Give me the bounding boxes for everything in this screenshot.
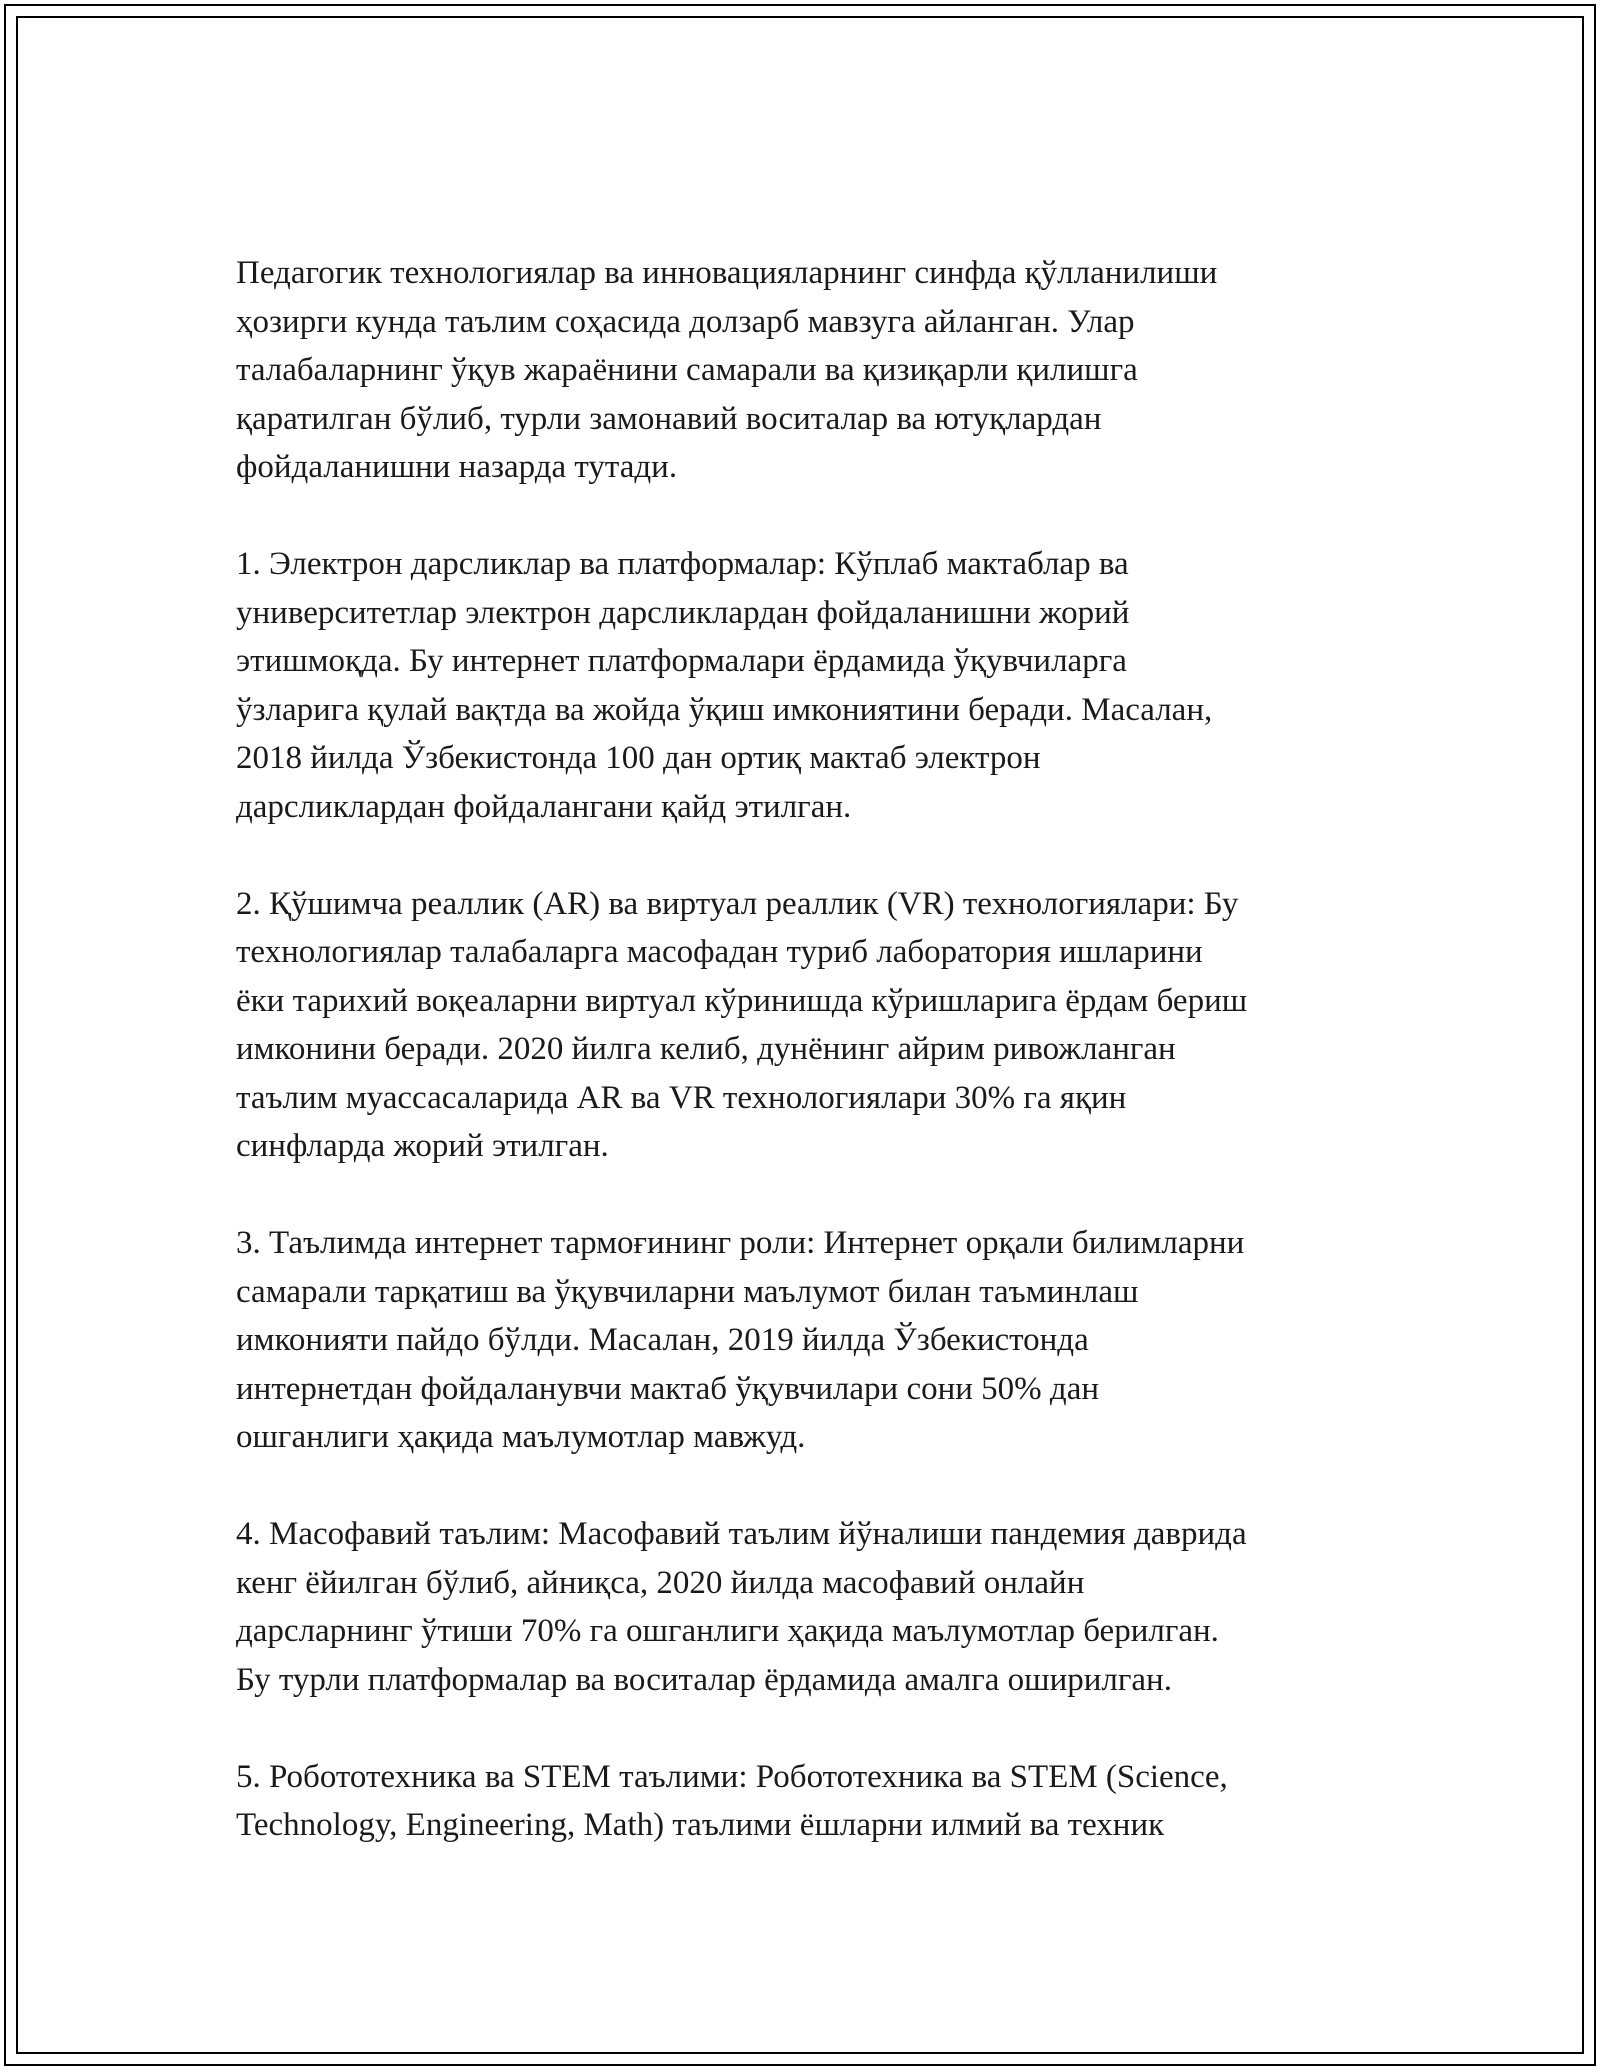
text-line: синфларда жорий этилган.	[236, 1128, 609, 1164]
text-line: имконияти пайдо бўлди. Масалан, 2019 йилда Ўзбекистонда	[236, 1322, 1089, 1358]
text-line: Technology, Engineering, Math) таълими ёшларни илмий ва техник	[236, 1807, 1165, 1843]
text-line: самарали тарқатиш ва ўқувчиларни маълумот билан таъминлаш	[236, 1273, 1139, 1310]
text-line: қаратилган бўлиб, турли замонавий воситалар ва ютуқлардан	[236, 400, 1102, 437]
text-line: интернетдан фойдаланувчи мактаб ўқувчилари сони 50% дан	[236, 1370, 1100, 1407]
paragraph-intro	[236, 249, 1366, 492]
text-line: Педагогик технологиялар ва инновацияларнинг синфда қўлланилиши	[236, 255, 1218, 291]
text-line: 1. Электрон дарсликлар ва платформалар: Кўплаб мактаблар ва	[236, 546, 1129, 582]
text-line: ёки тарихий воқеаларни виртуал кўринишда кўришларига ёрдам бериш	[236, 982, 1248, 1019]
paragraph-item-3	[236, 1219, 1366, 1462]
text-line: ўзларига қулай вақтда ва жойда ўқиш имкониятини беради. Масалан,	[236, 691, 1213, 728]
paragraph-item-2	[236, 880, 1366, 1171]
text-line: ошганлиги ҳақида маълумотлар мавжуд.	[236, 1419, 806, 1455]
text-line: имконини беради. 2020 йилга келиб, дунёнинг айрим ривожланган	[236, 1031, 1176, 1067]
text-line: 2. Қўшимча реаллик (AR) ва виртуал реаллик (VR) технологиялари: Бу	[236, 885, 1239, 922]
text-line: таълим муассасаларида AR ва VR технологиялари 30% га яқин	[236, 1079, 1127, 1116]
text-line: 2018 йилда Ўзбекистонда 100 дан ортиқ мактаб электрон	[236, 740, 1041, 776]
text-line: талабаларнинг ўқув жараёнини самарали ва қизиқарли қилишга	[236, 352, 1138, 388]
text-line: этишмоқда. Бу интернет платформалари ёрдамида ўқувчиларга	[236, 643, 1127, 679]
text-line: 4. Масофавий таълим: Масофавий таълим йўналиши пандемия даврида	[236, 1516, 1247, 1552]
text-line: кенг ёйилган бўлиб, айниқса, 2020 йилда масофавий онлайн	[236, 1564, 1085, 1601]
text-line: технологиялар талабаларга масофадан туриб лаборатория ишларини	[236, 934, 1203, 970]
text-line: 5. Робототехника ва STEM таълими: Робототехника ва STEM (Science,	[236, 1758, 1228, 1795]
text-line: 3. Таълимда интернет тармоғининг роли: Интернет орқали билимларни	[236, 1225, 1245, 1261]
text-line: Бу турли платформалар ва воситалар ёрдамида амалга оширилган.	[236, 1661, 1172, 1698]
text-line: университетлар электрон дарсликлардан фойдаланишни жорий	[236, 594, 1130, 631]
text-line: дарсликлардан фойдалангани қайд этилган.	[236, 788, 852, 825]
paragraph-item-5	[236, 1753, 1366, 1850]
document-body	[236, 249, 1366, 1898]
paragraph-item-1	[236, 540, 1366, 831]
text-line: фойдаланишни назарда тутади.	[236, 449, 678, 485]
text-line: дарсларнинг ўтиши 70% га ошганлиги ҳақида маълумотлар берилган.	[236, 1613, 1219, 1649]
text-line: ҳозирги кунда таълим соҳасида долзарб мавзуга айланган. Улар	[236, 303, 1135, 340]
paragraph-item-4	[236, 1510, 1366, 1704]
